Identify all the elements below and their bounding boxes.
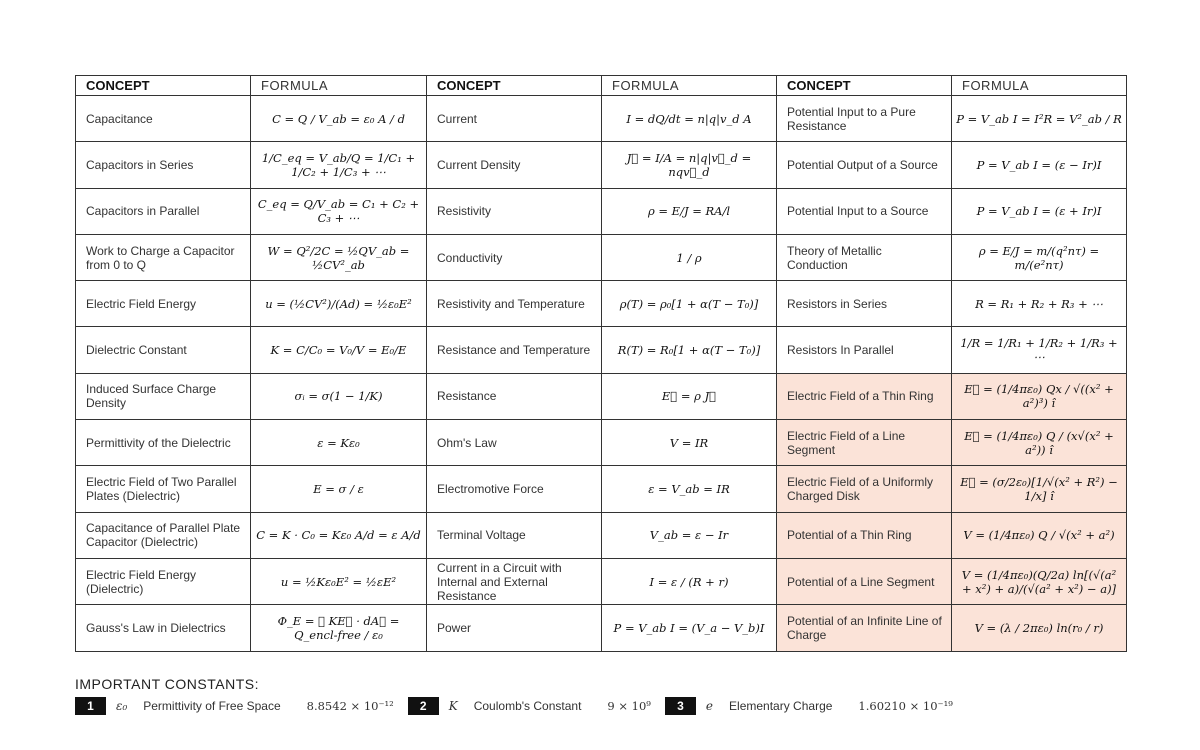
constant-name: Coulomb's Constant [473,699,582,713]
formula-cell: E⃗ = (1/4πε₀) Qx / √((x² + a²)³) î [952,373,1127,419]
concept-cell: Electric Field of a Uniformly Charged Disk [777,466,952,512]
header-row [76,76,1127,96]
header-formula: FORMULA [602,76,777,96]
concept-cell: Induced Surface Charge Density [76,373,251,419]
table-row [76,558,1127,604]
concept-cell: Terminal Voltage [427,512,602,558]
formula-cell: V = (1/4πε₀)(Q/2a) ln[(√(a² + x²) + a)/(√(a² + x²) − a)] [952,558,1127,604]
constant-number: 1 [75,697,106,715]
constant-value: 8.8542 × 10⁻¹² [306,699,394,713]
formula-cell: R = R₁ + R₂ + R₃ + ⋯ [952,281,1127,327]
formula-cell: ρ = E/J = m/(q²nτ) = m/(e²nτ) [952,234,1127,280]
formula-cell: J⃗ = I/A = n|q|v⃗_d = nqv⃗_d [602,142,777,188]
formula-cell: P = V_ab I = I²R = V²_ab / R [952,96,1127,142]
formula-cell: C = K · C₀ = Kε₀ A/d = ε A/d [251,512,427,558]
concept-cell: Electric Field of a Thin Ring [777,373,952,419]
constant-name: Permittivity of Free Space [143,699,281,713]
formula-cell: V = (1/4πε₀) Q / √(x² + a²) [952,512,1127,558]
formula-cell: E⃗ = ρ J⃗ [602,373,777,419]
table-row [76,96,1127,142]
concept-cell: Current in a Circuit with Internal and External Resistance [427,558,602,604]
concept-cell: Potential Input to a Source [777,188,952,234]
formula-cell: I = ε / (R + r) [602,558,777,604]
concept-cell: Resistors in Series [777,281,952,327]
constant-value: 9 × 10⁹ [607,699,651,713]
formula-cell: 1 / ρ [602,234,777,280]
header-formula: FORMULA [251,76,427,96]
concept-cell: Resistivity [427,188,602,234]
constant-item [408,697,651,715]
table-row [76,512,1127,558]
constant-item [75,697,394,715]
formula-cell: 1/C_eq = V_ab/Q = 1/C₁ + 1/C₂ + 1/C₃ + ⋯ [251,142,427,188]
formula-cell: ρ(T) = ρ₀[1 + α(T − T₀)] [602,281,777,327]
formula-cell: P = V_ab I = (ε − Ir)I [952,142,1127,188]
concept-cell: Electric Field Energy [76,281,251,327]
concept-cell: Theory of Metallic Conduction [777,234,952,280]
formula-cell: E⃗ = (1/4πε₀) Q / (x√(x² + a²)) î [952,420,1127,466]
constant-symbol: K [448,699,458,713]
concept-cell: Potential Input to a Pure Resistance [777,96,952,142]
concept-cell: Resistors In Parallel [777,327,952,373]
table-row [76,142,1127,188]
concept-cell: Electromotive Force [427,466,602,512]
header-formula: FORMULA [952,76,1127,96]
concept-cell: Capacitance [76,96,251,142]
concept-cell: Electric Field of a Line Segment [777,420,952,466]
constants-title: IMPORTANT CONSTANTS: [75,676,259,692]
table-row [76,420,1127,466]
concept-cell: Permittivity of the Dielectric [76,420,251,466]
concept-cell: Resistivity and Temperature [427,281,602,327]
table-row [76,466,1127,512]
concept-cell: Capacitors in Parallel [76,188,251,234]
concept-cell: Resistance and Temperature [427,327,602,373]
formula-cell: σᵢ = σ(1 − 1/K) [251,373,427,419]
constant-symbol: e [705,699,714,713]
formula-cell: W = Q²/2C = ½QV_ab = ½CV²_ab [251,234,427,280]
formula-cell: V = (λ / 2πε₀) ln(r₀ / r) [952,605,1127,651]
formula-cell: V = IR [602,420,777,466]
formula-cell: V_ab = ε − Ir [602,512,777,558]
concept-cell: Electric Field Energy (Dielectric) [76,558,251,604]
formula-cell: u = (½CV²)/(Ad) = ½ε₀E² [251,281,427,327]
constant-number: 2 [408,697,439,715]
concept-cell: Capacitors in Series [76,142,251,188]
important-constants [75,676,1155,715]
concept-cell: Gauss's Law in Dielectrics [76,605,251,651]
concept-cell: Ohm's Law [427,420,602,466]
formula-cell: E = σ / ε [251,466,427,512]
table-row [76,373,1127,419]
formula-cell: C_eq = Q/V_ab = C₁ + C₂ + C₃ + ⋯ [251,188,427,234]
formula-cell: P = V_ab I = (V_a − V_b)I [602,605,777,651]
concept-cell: Potential of an Infinite Line of Charge [777,605,952,651]
table-row [76,605,1127,651]
formula-cell: ε = Kε₀ [251,420,427,466]
header-concept: CONCEPT [427,76,602,96]
concept-cell: Capacitance of Parallel Plate Capacitor (Dielectric) [76,512,251,558]
concept-cell: Power [427,605,602,651]
concept-cell: Work to Charge a Capacitor from 0 to Q [76,234,251,280]
formula-cell: Φ_E = ∮ KE⃗ · dA⃗ = Q_encl-free / ε₀ [251,605,427,651]
concept-cell: Potential Output of a Source [777,142,952,188]
constant-name: Elementary Charge [729,699,833,713]
formula-cell: u = ½Kε₀E² = ½εE² [251,558,427,604]
formula-table [75,75,1127,652]
concept-cell: Dielectric Constant [76,327,251,373]
constant-number: 3 [665,697,696,715]
formula-cell: K = C/C₀ = V₀/V = E₀/E [251,327,427,373]
constants-list [75,697,1155,715]
table-row [76,234,1127,280]
concept-cell: Electric Field of Two Parallel Plates (Dielectric) [76,466,251,512]
formula-cell: E⃗ = (σ/2ε₀)[1/√(x² + R²) − 1/x] î [952,466,1127,512]
table-row [76,281,1127,327]
concept-cell: Resistance [427,373,602,419]
constant-item [665,697,953,715]
concept-cell: Current Density [427,142,602,188]
concept-cell: Conductivity [427,234,602,280]
formula-cell: I = dQ/dt = n|q|v_d A [602,96,777,142]
formula-cell: 1/R = 1/R₁ + 1/R₂ + 1/R₃ + ⋯ [952,327,1127,373]
header-concept: CONCEPT [777,76,952,96]
formula-cell: C = Q / V_ab = ε₀ A / d [251,96,427,142]
formula-cell: R(T) = R₀[1 + α(T − T₀)] [602,327,777,373]
concept-cell: Potential of a Line Segment [777,558,952,604]
formula-cell: ρ = E/J = RA/l [602,188,777,234]
constant-value: 1.60210 × 10⁻¹⁹ [858,699,953,713]
concept-cell: Current [427,96,602,142]
header-concept: CONCEPT [76,76,251,96]
formula-cell: P = V_ab I = (ε + Ir)I [952,188,1127,234]
table-row [76,188,1127,234]
table-row [76,327,1127,373]
formula-cell: ε = V_ab = IR [602,466,777,512]
constant-symbol: ε₀ [116,699,128,713]
concept-cell: Potential of a Thin Ring [777,512,952,558]
